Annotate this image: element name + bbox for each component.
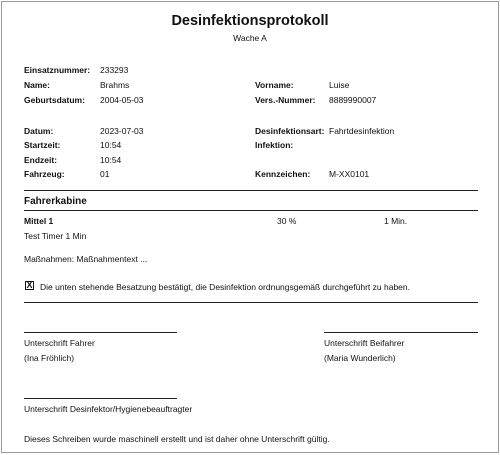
- codriver-signature-line: [324, 332, 478, 333]
- versnummer-value: 8889990007: [329, 95, 377, 105]
- vorname-value: Luise: [329, 80, 350, 90]
- document-title: Desinfektionsprotokoll: [171, 13, 329, 29]
- einsatznummer-label: Einsatznummer:: [24, 65, 91, 75]
- disinfector-signature-label: Unterschrift Desinfektor/Hygienebeauftragter: [24, 404, 193, 414]
- section-divider-top: [24, 190, 478, 191]
- driver-signature-line: [24, 332, 177, 333]
- name-value: Brahms: [100, 80, 130, 90]
- confirmation-text: Die unten stehende Besatzung bestätigt, die Desinfektion ordnungsgemäß durchgeführt zu haben.: [40, 282, 410, 292]
- footer-note: Dieses Schreiben wurde maschinell erstellt und ist daher ohne Unterschrift gültig.: [24, 434, 330, 444]
- geburtsdatum-label: Geburtsdatum:: [24, 95, 85, 105]
- confirmation-checkbox[interactable]: X: [26, 280, 33, 290]
- codriver-name: (Maria Wunderlich): [324, 353, 396, 363]
- startzeit-label: Startzeit:: [24, 140, 61, 150]
- datum-label: Datum:: [24, 126, 54, 136]
- section-title: Fahrerkabine: [24, 196, 87, 207]
- datum-value: 2023-07-03: [100, 126, 144, 136]
- endzeit-value: 10:54: [100, 155, 122, 165]
- vorname-label: Vorname:: [255, 80, 294, 90]
- product-name: Mittel 1: [24, 216, 54, 226]
- desinfektionsart-label: Desinfektionsart:: [255, 126, 325, 136]
- name-label: Name:: [24, 80, 50, 90]
- endzeit-label: Endzeit:: [24, 155, 58, 165]
- einsatznummer-value: 233293: [100, 65, 129, 75]
- section-divider-bottom: [24, 210, 478, 211]
- desinfektionsart-value: Fahrtdesinfektion: [329, 126, 395, 136]
- driver-signature-label: Unterschrift Fahrer: [24, 338, 95, 348]
- kennzeichen-value: M-XX0101: [329, 169, 370, 179]
- startzeit-value: 10:54: [100, 140, 122, 150]
- product-duration: 1 Min.: [384, 216, 408, 226]
- document-subtitle: Wache A: [233, 33, 267, 43]
- disinfector-signature-line: [24, 398, 177, 399]
- codriver-signature-label: Unterschrift Beifahrer: [324, 338, 405, 348]
- driver-name: (Ina Fröhlich): [24, 353, 75, 363]
- product-concentration: 30 %: [277, 216, 297, 226]
- versnummer-label: Vers.-Nummer:: [255, 95, 316, 105]
- timer-text: Test Timer 1 Min: [24, 231, 87, 241]
- geburtsdatum-value: 2004-05-03: [100, 95, 144, 105]
- confirmation-divider: [24, 302, 478, 303]
- protocol-page: [1, 1, 499, 453]
- fahrzeug-label: Fahrzeug:: [24, 169, 65, 179]
- fahrzeug-value: 01: [100, 169, 110, 179]
- measures-text: Maßnahmen: Maßnahmentext ...: [24, 254, 148, 264]
- kennzeichen-label: Kennzeichen:: [255, 169, 311, 179]
- infektion-label: Infektion:: [255, 140, 294, 150]
